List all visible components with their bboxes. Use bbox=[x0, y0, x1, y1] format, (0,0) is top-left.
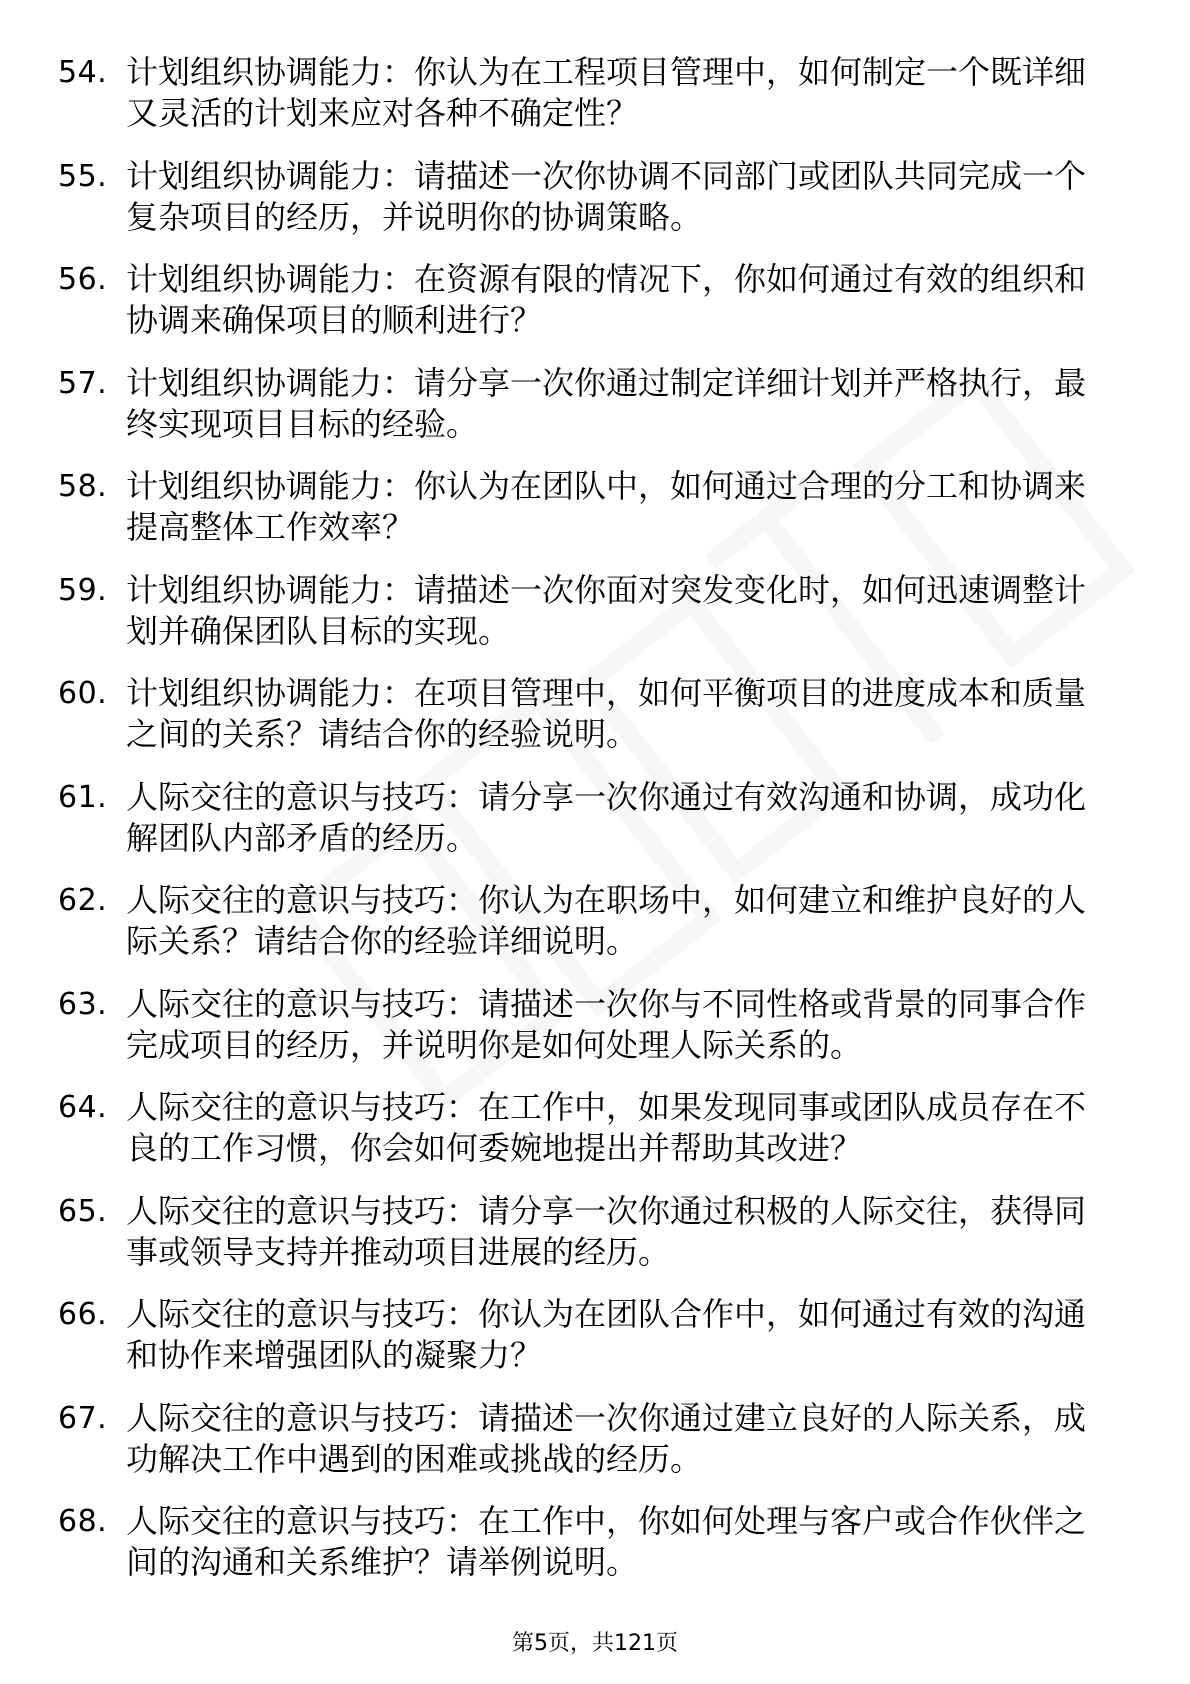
question-text: 人际交往的意识与技巧：请分享一次你通过积极的人际交往，获得同事或领导支持并推动项目进展的经历。 bbox=[126, 1191, 1087, 1271]
question-item bbox=[58, 1501, 1118, 1605]
question-item bbox=[58, 1398, 1118, 1502]
question-item bbox=[58, 1294, 1118, 1398]
question-list bbox=[58, 52, 1118, 1605]
question-number: 68. bbox=[58, 1504, 108, 1539]
question-number: 55. bbox=[58, 158, 108, 194]
question-item bbox=[58, 156, 1118, 260]
question-text: 计划组织协调能力：在资源有限的情况下，你如何通过有效的组织和协调来确保项目的顺利进行？ bbox=[126, 260, 1087, 339]
question-text: 计划组织协调能力：在项目管理中，如何平衡项目的进度成本和质量之间的关系？请结合你的经验说明。 bbox=[126, 674, 1087, 753]
question-item bbox=[58, 570, 1118, 674]
question-number: 58. bbox=[58, 469, 108, 504]
question-text: 计划组织协调能力：你认为在工程项目管理中，如何制定一个既详细又灵活的计划来应对各种不确定性？ bbox=[126, 53, 1087, 132]
question-text: 人际交往的意识与技巧：你认为在职场中，如何建立和维护良好的人际关系？请结合你的经验详细说明。 bbox=[126, 881, 1087, 960]
question-item bbox=[58, 984, 1118, 1088]
question-number: 66. bbox=[58, 1297, 108, 1332]
question-item bbox=[58, 880, 1118, 984]
question-item bbox=[58, 673, 1118, 777]
question-number: 59. bbox=[58, 572, 108, 608]
question-number: 62. bbox=[58, 883, 108, 918]
question-item bbox=[58, 466, 1118, 570]
question-item bbox=[58, 52, 1118, 156]
question-item bbox=[58, 1087, 1118, 1191]
question-text: 计划组织协调能力：请描述一次你协调不同部门或团队共同完成一个复杂项目的经历，并说明你的协调策略。 bbox=[126, 156, 1087, 236]
question-number: 63. bbox=[58, 986, 108, 1022]
question-number: 57. bbox=[58, 365, 108, 401]
page-indicator: 第5页，共121页 bbox=[512, 1631, 678, 1656]
question-number: 61. bbox=[58, 779, 108, 815]
question-text: 人际交往的意识与技巧：你认为在团队合作中，如何通过有效的沟通和协作来增强团队的凝聚力？ bbox=[126, 1295, 1087, 1374]
question-text: 人际交往的意识与技巧：在工作中，你如何处理与客户或合作伙伴之间的沟通和关系维护？请举例说明。 bbox=[126, 1502, 1087, 1581]
question-text: 人际交往的意识与技巧：请描述一次你与不同性格或背景的同事合作完成项目的经历，并说明你是如何处理人际关系的。 bbox=[126, 984, 1087, 1064]
question-text: 人际交往的意识与技巧：请描述一次你通过建立良好的人际关系，成功解决工作中遇到的困难或挑战的经历。 bbox=[126, 1398, 1087, 1478]
question-item bbox=[58, 259, 1118, 363]
question-text: 计划组织协调能力：请描述一次你面对突发变化时，如何迅速调整计划并确保团队目标的实现。 bbox=[126, 570, 1087, 650]
question-number: 65. bbox=[58, 1193, 108, 1229]
question-number: 67. bbox=[58, 1400, 108, 1436]
question-number: 60. bbox=[58, 676, 108, 711]
question-text: 人际交往的意识与技巧：在工作中，如果发现同事或团队成员存在不良的工作习惯，你会如何委婉地提出并帮助其改进？ bbox=[126, 1088, 1087, 1167]
question-text: 人际交往的意识与技巧：请分享一次你通过有效沟通和协调，成功化解团队内部矛盾的经历。 bbox=[126, 777, 1087, 857]
question-number: 54. bbox=[58, 55, 108, 90]
question-item bbox=[58, 1191, 1118, 1295]
question-text: 计划组织协调能力：你认为在团队中，如何通过合理的分工和协调来提高整体工作效率？ bbox=[126, 467, 1087, 546]
question-number: 64. bbox=[58, 1090, 108, 1125]
question-text: 计划组织协调能力：请分享一次你通过制定详细计划并严格执行，最终实现项目目标的经验。 bbox=[126, 363, 1087, 443]
question-number: 56. bbox=[58, 262, 108, 297]
question-item bbox=[58, 363, 1118, 467]
question-item bbox=[58, 777, 1118, 881]
